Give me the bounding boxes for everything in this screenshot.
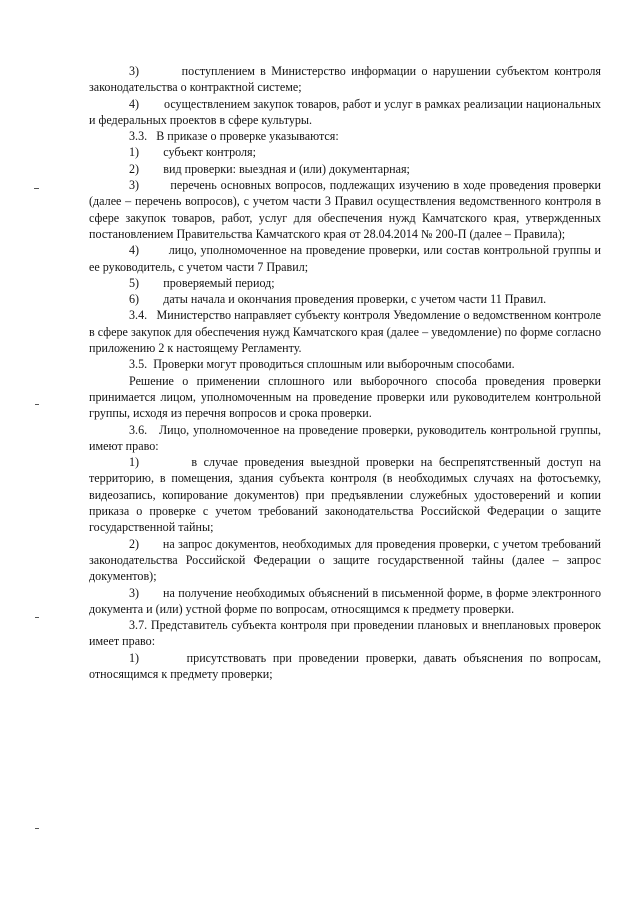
representative-right-1: 1) присутствовать при проведении проверки, давать объяснения по вопросам, относящимся к предмету проверки; xyxy=(89,650,601,681)
scan-mark xyxy=(35,617,39,618)
scan-mark xyxy=(34,188,39,189)
item-3-notification: 3) поступлением в Министерство информации о нарушении субъектом контроля законодательства о контрактной системе; xyxy=(89,64,601,95)
item-6-dates: 6) даты начала и окончания проведения проверки, с учетом части 11 Правил. xyxy=(129,292,547,307)
section-3-5: 3.5. Проверки могут проводиться сплошным или выборочным способами. xyxy=(129,357,515,372)
scan-mark xyxy=(35,828,39,829)
right-1-access: 1) в случае проведения выездной проверки на беспрепятственный доступ на территорию, в помещения, здания субъекта контроля (в необходимых случаях на фотосъемку, видеозапись, копирование документов) при предъявлении служебных удостоверений и копии приказа о проверке с учетом требований законодательства Российской Федерации о защите государственной тайны; xyxy=(89,455,601,535)
section-3-7: 3.7. Представитель субъекта контроля при проведении плановых и внеплановых проверок имеет право: xyxy=(89,618,601,649)
right-3-explanations: 3) на получение необходимых объяснений в письменной форме, в форме электронного документа и (или) устной форме по вопросам, относящимся к предмету проверки. xyxy=(89,585,601,616)
item-4-procurement: 4) осуществлением закупок товаров, работ и услуг в рамках реализации национальных и федеральных проектов в сфере культуры. xyxy=(89,96,601,127)
item-2-inspection-type: 2) вид проверки: выездная и (или) документарная; xyxy=(129,161,410,176)
scan-mark xyxy=(35,404,39,405)
decision-paragraph: Решение о применении сплошного или выборочного способа проведения проверки принимается лицом, уполномоченным на проведение проверки или руководителем контрольной группы, исходя из перечня вопросов и срока проверки. xyxy=(89,373,601,421)
item-4-authorized-person: 4) лицо, уполномоченное на проведение проверки, или состав контрольной группы и ее руководитель, с учетом части 7 Правил; xyxy=(89,243,601,274)
document-page xyxy=(89,63,601,682)
item-5-period: 5) проверяемый период; xyxy=(129,275,275,290)
item-1-subject: 1) субъект контроля; xyxy=(129,145,256,160)
section-3-3-heading: 3.3. В приказе о проверке указываются: xyxy=(129,129,339,144)
section-3-4: 3.4. Министерство направляет субъекту контроля Уведомление о ведомственном контроле в сфере закупок для обеспечения нужд Камчатского края (далее – уведомление) по форме согласно приложению 2 к настоящему Регламенту. xyxy=(89,308,601,356)
item-3-question-list: 3) перечень основных вопросов, подлежащих изучению в ходе проведения проверки (далее – перечень вопросов), с учетом части 3 Правил осуществления ведомственного контроля в сфере закупок товаров, работ, услуг для обеспечения нужд Камчатского края, утвержденных постановлением Правительства Камчатского края от 28.04.2014 № 200-П (далее – Правила); xyxy=(89,178,601,241)
right-2-document-request: 2) на запрос документов, необходимых для проведения проверки, с учетом требований законодательства Российской Федерации о защите государственной тайны (далее – запрос документов); xyxy=(89,536,601,584)
section-3-6: 3.6. Лицо, уполномоченное на проведение проверки, руководитель контрольной группы, имеют право: xyxy=(89,422,601,453)
